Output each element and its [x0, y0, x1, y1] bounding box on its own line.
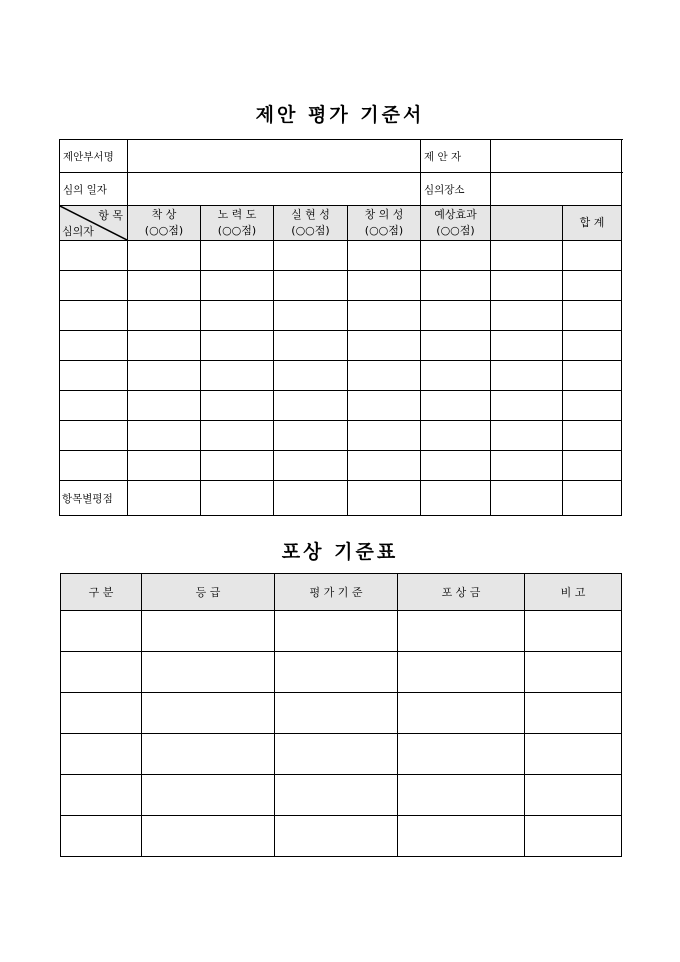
item-average-label: 항목별평점 — [60, 481, 128, 516]
avg-cell[interactable] — [274, 481, 348, 516]
table-row — [60, 451, 622, 481]
reviewer-cell[interactable] — [60, 301, 128, 331]
corner-top-label: 항 목 — [98, 209, 123, 222]
reviewer-cell[interactable] — [60, 451, 128, 481]
table-row — [60, 271, 622, 301]
total-header: 합 계 — [563, 206, 622, 241]
award-cell[interactable] — [525, 734, 622, 775]
score-cell[interactable] — [201, 451, 274, 481]
reviewer-cell[interactable] — [60, 331, 128, 361]
table-row — [61, 693, 622, 734]
score-cell[interactable] — [274, 451, 348, 481]
table-row — [61, 652, 622, 693]
avg-cell[interactable] — [421, 481, 491, 516]
award-cell[interactable] — [61, 734, 142, 775]
reviewer-cell[interactable] — [60, 271, 128, 301]
score-cell[interactable] — [348, 331, 421, 361]
score-cell[interactable] — [421, 421, 491, 451]
score-cell[interactable] — [348, 271, 421, 301]
table-row — [61, 816, 622, 857]
score-cell[interactable] — [274, 241, 348, 271]
award-cell[interactable] — [525, 775, 622, 816]
score-cell[interactable] — [128, 331, 201, 361]
date-label: 심의 일자 — [60, 173, 128, 206]
table-row — [60, 421, 622, 451]
score-cell[interactable] — [128, 451, 201, 481]
award-cell[interactable] — [525, 693, 622, 734]
table-row — [61, 775, 622, 816]
score-cell[interactable] — [128, 271, 201, 301]
score-cell[interactable] — [421, 361, 491, 391]
score-cell[interactable] — [563, 271, 622, 301]
score-cell[interactable] — [348, 391, 421, 421]
award-cell[interactable] — [142, 652, 275, 693]
avg-cell[interactable] — [128, 481, 201, 516]
score-cell[interactable] — [201, 421, 274, 451]
table-row — [60, 391, 622, 421]
award-cell[interactable] — [275, 775, 398, 816]
award-cell[interactable] — [275, 816, 398, 857]
award-cell[interactable] — [61, 611, 142, 652]
score-cell[interactable] — [201, 331, 274, 361]
score-cell[interactable] — [348, 241, 421, 271]
award-title: 포상 기준표 — [281, 541, 399, 563]
place-label: 심의장소 — [421, 173, 491, 206]
proposer-label: 제 안 자 — [421, 140, 491, 173]
award-cell[interactable] — [398, 775, 525, 816]
score-cell[interactable] — [128, 421, 201, 451]
score-cell[interactable] — [201, 361, 274, 391]
award-cell[interactable] — [525, 611, 622, 652]
score-cell[interactable] — [491, 241, 563, 271]
evaluation-table — [59, 139, 622, 516]
award-cell[interactable] — [142, 693, 275, 734]
score-cell[interactable] — [421, 301, 491, 331]
award-col-remarks: 비 고 — [525, 574, 622, 611]
score-cell[interactable] — [491, 421, 563, 451]
date-field[interactable] — [128, 173, 421, 206]
criterion-feasibility: 실 현 성 (○○점) — [274, 206, 348, 241]
blank-header — [491, 206, 563, 241]
score-cell[interactable] — [274, 331, 348, 361]
avg-cell[interactable] — [491, 481, 563, 516]
score-cell[interactable] — [563, 301, 622, 331]
award-col-prize: 포 상 금 — [398, 574, 525, 611]
award-cell[interactable] — [398, 734, 525, 775]
score-cell[interactable] — [128, 301, 201, 331]
score-cell[interactable] — [274, 301, 348, 331]
score-cell[interactable] — [201, 241, 274, 271]
score-cell[interactable] — [491, 361, 563, 391]
score-cell[interactable] — [491, 301, 563, 331]
table-row — [61, 611, 622, 652]
award-cell[interactable] — [275, 611, 398, 652]
award-col-grade: 등 급 — [142, 574, 275, 611]
award-cell[interactable] — [142, 734, 275, 775]
place-field[interactable] — [491, 173, 622, 206]
dept-field[interactable] — [128, 140, 421, 173]
reviewer-cell[interactable] — [60, 421, 128, 451]
award-cell[interactable] — [142, 611, 275, 652]
score-cell[interactable] — [421, 331, 491, 361]
score-cell[interactable] — [563, 451, 622, 481]
score-cell[interactable] — [563, 391, 622, 421]
award-cell[interactable] — [61, 775, 142, 816]
table-row — [60, 331, 622, 361]
award-cell[interactable] — [275, 652, 398, 693]
score-cell[interactable] — [274, 361, 348, 391]
score-cell[interactable] — [201, 271, 274, 301]
score-cell[interactable] — [491, 451, 563, 481]
score-cell[interactable] — [563, 241, 622, 271]
form-title: 제안 평가 기준서 — [255, 104, 425, 126]
award-cell[interactable] — [275, 693, 398, 734]
award-cell[interactable] — [61, 693, 142, 734]
award-cell[interactable] — [142, 775, 275, 816]
score-cell[interactable] — [128, 361, 201, 391]
avg-cell[interactable] — [348, 481, 421, 516]
score-cell[interactable] — [491, 331, 563, 361]
score-cell[interactable] — [128, 391, 201, 421]
award-col-division: 구 분 — [61, 574, 142, 611]
criterion-expected-effect: 예상효과 (○○점) — [421, 206, 491, 241]
score-cell[interactable] — [421, 451, 491, 481]
score-cell[interactable] — [128, 241, 201, 271]
score-cell[interactable] — [274, 391, 348, 421]
corner-cell — [60, 206, 128, 241]
table-row — [61, 734, 622, 775]
criterion-effort: 노 력 도 (○○점) — [201, 206, 274, 241]
score-cell[interactable] — [491, 271, 563, 301]
criterion-idea: 착 상 (○○점) — [128, 206, 201, 241]
award-table — [60, 573, 622, 857]
score-cell[interactable] — [348, 421, 421, 451]
award-cell[interactable] — [398, 693, 525, 734]
reviewer-cell[interactable] — [60, 241, 128, 271]
proposer-field[interactable] — [491, 140, 622, 173]
score-cell[interactable] — [348, 361, 421, 391]
reviewer-cell[interactable] — [60, 391, 128, 421]
score-cell[interactable] — [421, 271, 491, 301]
criterion-creativity: 창 의 성 (○○점) — [348, 206, 421, 241]
score-cell[interactable] — [348, 301, 421, 331]
award-cell[interactable] — [398, 611, 525, 652]
score-cell[interactable] — [274, 271, 348, 301]
score-cell[interactable] — [563, 361, 622, 391]
dept-label: 제안부서명 — [60, 140, 128, 173]
score-cell[interactable] — [201, 301, 274, 331]
score-cell[interactable] — [348, 451, 421, 481]
award-cell[interactable] — [525, 652, 622, 693]
reviewer-cell[interactable] — [60, 361, 128, 391]
award-col-criteria: 평 가 기 준 — [275, 574, 398, 611]
table-row — [60, 241, 622, 271]
table-row — [60, 301, 622, 331]
table-row — [60, 361, 622, 391]
award-cell[interactable] — [398, 652, 525, 693]
avg-cell[interactable] — [201, 481, 274, 516]
award-cell[interactable] — [61, 816, 142, 857]
score-cell[interactable] — [201, 391, 274, 421]
avg-cell[interactable] — [563, 481, 622, 516]
score-cell[interactable] — [491, 391, 563, 421]
score-cell[interactable] — [421, 391, 491, 421]
corner-bottom-label: 심의자 — [62, 225, 94, 238]
award-cell[interactable] — [275, 734, 398, 775]
score-cell[interactable] — [421, 241, 491, 271]
score-cell[interactable] — [563, 331, 622, 361]
award-cell[interactable] — [142, 816, 275, 857]
score-cell[interactable] — [563, 421, 622, 451]
award-cell[interactable] — [525, 816, 622, 857]
award-cell[interactable] — [61, 652, 142, 693]
award-cell[interactable] — [398, 816, 525, 857]
score-cell[interactable] — [274, 421, 348, 451]
